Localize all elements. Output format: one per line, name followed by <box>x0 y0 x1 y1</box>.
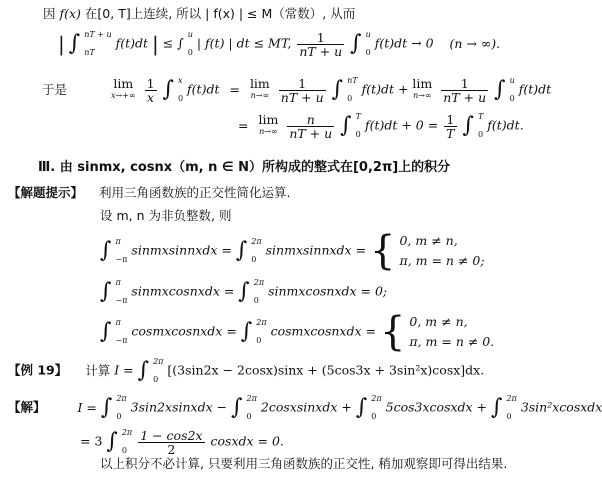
intro-line-2: | ∫ nT + u nT f(t)dt | ≤ ∫ u 0 | f(t) | dt ≤ MT, $\frac{1}{nT + u}$ ∫ u 0 f(t)dt → 0 (n → ∞). <box>58 29 501 59</box>
fraction: $\frac{n}{nT + u}$ <box>289 111 333 141</box>
text: f(t)dt. <box>487 117 524 133</box>
fraction: $\frac{1}{x}$ <box>146 75 155 105</box>
intro-line-1 <box>43 6 355 22</box>
integral-limits: nT 0 <box>347 76 358 103</box>
intro-line-3: 于是 lim x→+∞ $\frac{1}{x}$ ∫ x 0 f(t)dt = lim n→∞ $\frac{1}{nT + u}$ ∫ nT 0 f(t)dt + lim n→∞ $\frac{1}{nT + u}$ ∫ u 0 f(t)dt <box>42 75 552 105</box>
fraction: $\frac{1}{nT + u}$ <box>443 75 487 105</box>
text: (n → ∞). <box>449 35 501 51</box>
conclusion-text: 以上积分不必计算, 只要利用三角函数族的正交性, 稍加观察即可得出结果. <box>100 456 508 471</box>
integral-limits: u 0 <box>365 30 371 57</box>
limit: lim x→+∞ <box>111 76 136 100</box>
hint-setup: 设 m, n 为非负整数, 则 <box>100 208 232 223</box>
integral-limits: T 0 <box>477 112 484 139</box>
integral-limits: u 0 <box>509 76 515 103</box>
text: f(t)dt + <box>361 81 409 97</box>
hint-text: 利用三角函数族的正交性简化运算. <box>99 185 291 200</box>
limit: lim n→∞ <box>258 112 279 136</box>
hint-line <box>8 185 290 201</box>
text: f(t)dt + 0 = <box>364 117 439 133</box>
orthogonality-eq-1: ∫ π −π sinmxsinnxdx = ∫ 2π 0 sinmxsinnxdx = { 0, m ≠ n, π, m = n ≠ 0; <box>100 228 485 274</box>
integral-limits: T 0 <box>355 112 361 139</box>
integral-limits: x 0 <box>177 76 184 103</box>
integral-limits: u 0 <box>187 30 193 57</box>
text: 因 <box>43 6 56 21</box>
text: f(t)dt → 0 <box>374 35 434 51</box>
intro-line-4: = lim n→∞ $\frac{n}{nT + u}$ ∫ T 0 f(t)dt + 0 = $\frac{1}{T}$ ∫ T 0 f(t)dt. <box>238 111 524 141</box>
hint-label: 【解题提示】 <box>8 185 84 200</box>
math-fx: f(x) <box>59 6 81 21</box>
fraction: $\frac{1}{T}$ <box>446 111 455 141</box>
solution-label: 【解】 <box>8 399 46 415</box>
fraction: $\frac{1}{nT + u}$ <box>299 29 343 59</box>
fraction: $\frac{1 - \cos 2x}{2}$ <box>140 427 203 457</box>
text: ≤ ∫ <box>162 35 184 51</box>
text: 在[0, T]上连续, 所以 | f(x) | ≤ M（常数）, 从而 <box>84 6 356 21</box>
text: f(t)dt <box>187 81 220 97</box>
text: f(t)dt <box>518 81 552 97</box>
limit: lim n→∞ <box>249 76 270 100</box>
limit: lim n→∞ <box>412 76 433 100</box>
section-heading: Ⅲ. 由 sinmx, cosnx（m, n ∈ N）所构成的整式在[0,2π]上的积分 <box>38 160 451 175</box>
orthogonality-eq-2: ∫ π −π sinmxcosnxdx = ∫ 2π 0 sinmxcosnxdx = 0; <box>100 278 388 305</box>
example-19: 【例 19】 计算 I = ∫ 2π 0 [(3sin2x − 2cosx)sinx + (5cos3x + 3sin²x)cosx]dx. <box>8 357 485 384</box>
integral-limits: nT + u nT <box>84 30 112 57</box>
integrand: f(t)dt <box>115 35 149 51</box>
text: | f(t) | dt ≤ MT, <box>196 35 292 51</box>
orthogonality-eq-3: ∫ π −π cosmxcosnxdx = ∫ 2π 0 cosmxcosnxdx = { 0, m ≠ n, π, m = n ≠ 0. <box>100 309 495 355</box>
example-label: 【例 19】 <box>8 362 68 378</box>
text: 于是 <box>42 81 68 97</box>
solution-line-2: = 3 ∫ 2π 0 $\frac{1 - \cos 2x}{2}$ cosxdx = 0. <box>80 427 284 457</box>
fraction: $\frac{1}{nT + u}$ <box>280 75 324 105</box>
integral-sign: ∫ <box>68 31 81 56</box>
solution-line-1: 【解】 I = ∫ 2π 0 3sin2xsinxdx − ∫ 2π 0 2cosxsinxdx + ∫ 2π 0 5cos3xcosxdx + ∫ 2π 0 3sin²xcosxdx <box>8 394 602 421</box>
